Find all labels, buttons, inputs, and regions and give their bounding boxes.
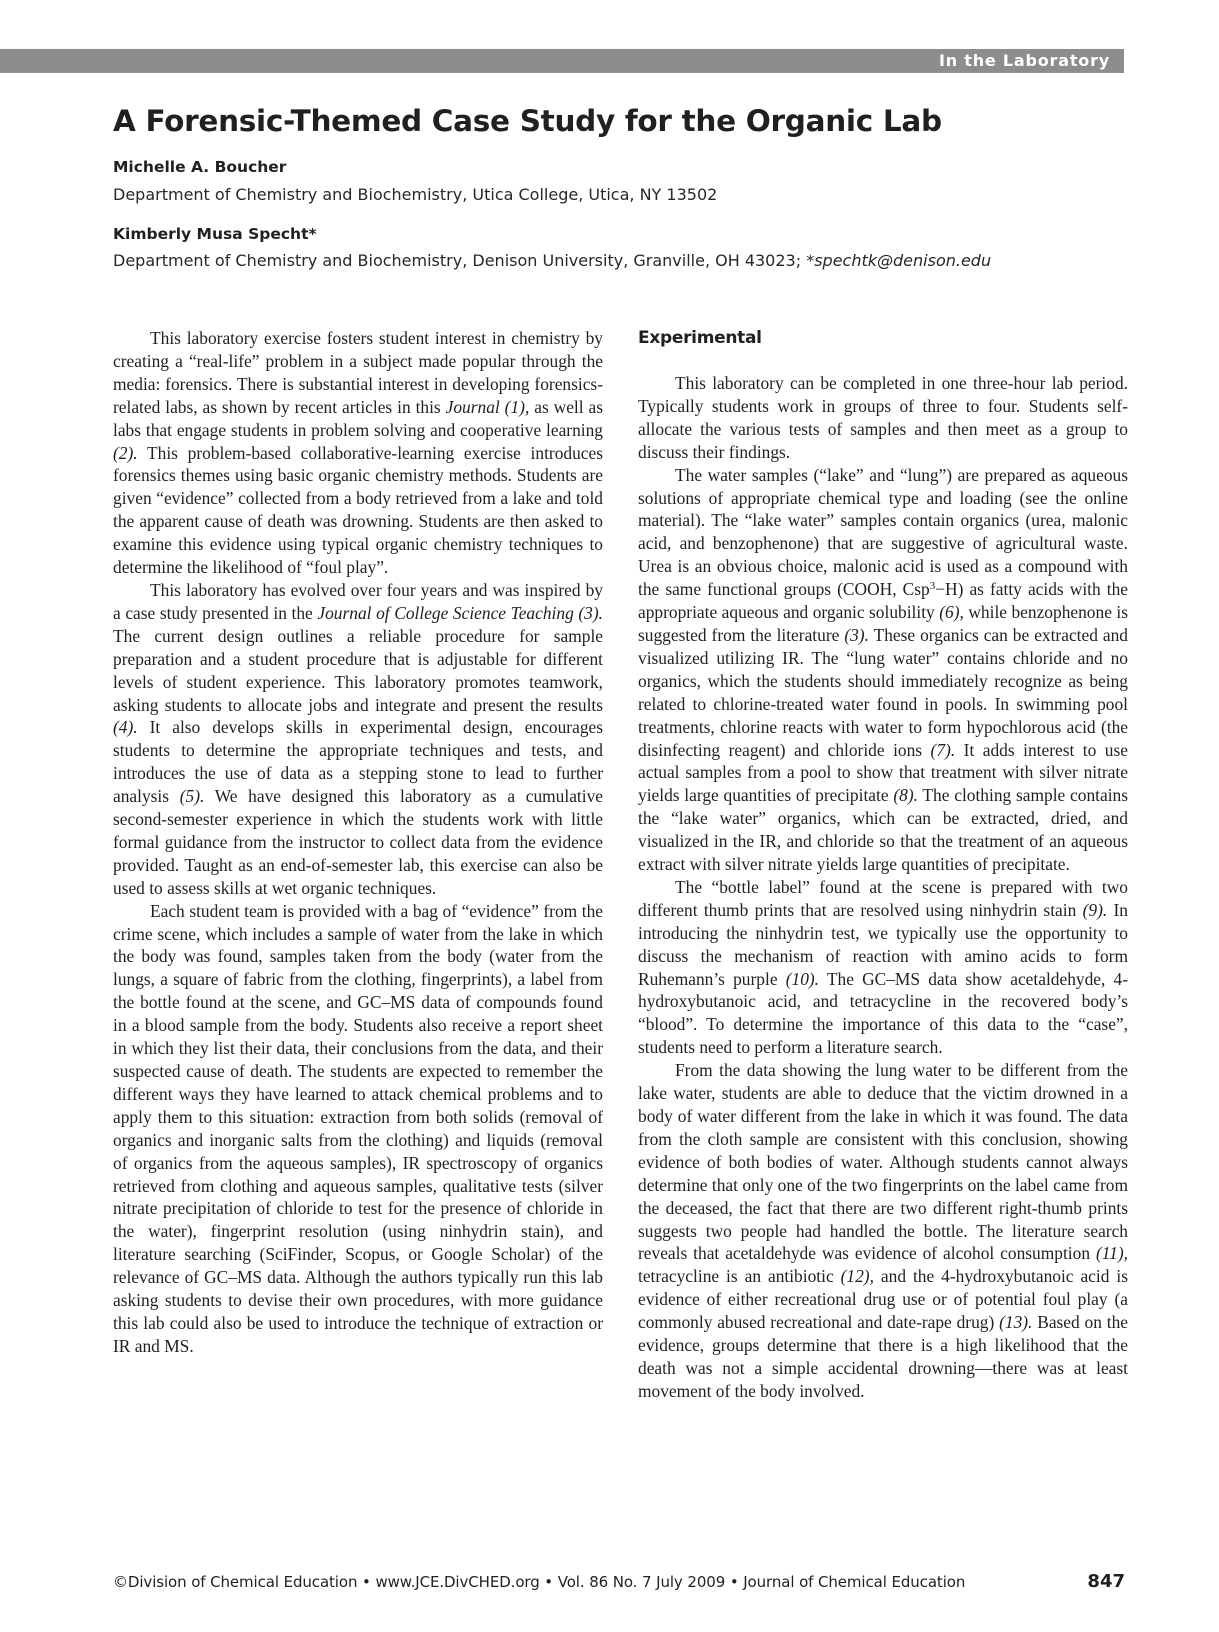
paragraph (638, 1059, 1128, 1403)
right-column (638, 327, 1128, 1403)
text-run: This laboratory exercise fosters student interest in chemistry by creating a “real-life” problem in a subject made popular through the media: forensics. There is substantial interest in developing forensics-related labs, as shown by recent articles in this (113, 328, 603, 417)
citation-reference: Journal of College Science Teaching (3). (317, 602, 603, 623)
citation-reference: Journal (1), (445, 396, 530, 417)
text-run: This laboratory can be completed in one three-hour lab period. Typically students work in groups of three to four. Students self-allocate the various tests of samples and then meet as a group to discuss their findings. (638, 373, 1128, 462)
paragraph (638, 876, 1128, 1059)
text-run: It adds interest to use actual samples from a pool to show that treatment with silver nitrate yields large quantities of precipitate (638, 739, 1128, 806)
text-run: This problem-based collaborative-learning exercise introduces forensics themes using basic organic chemistry methods. Students are given “evidence” collected from a body retrieved from a lake and told the apparent cause of death was drowning. Students are then asked to examine this evidence using typical organic chemistry techniques to determine the likelihood of “foul play”. (113, 442, 603, 578)
citation-reference: (6), (939, 602, 964, 623)
paragraph (638, 464, 1128, 876)
text-run: Each student team is provided with a bag of “evidence” from the crime scene, which includes a sample of water from the lake in which the body was found, samples taken from the body (water from the lungs, a square of fabric from the clothing, fingerprints), a label from the bottle found at the scene, and GC–MS data of compounds found in a blood sample from the body. Students also receive a report sheet in which they list their data, their conclusions from the data, and their suspected cause of death. The students are expected to remember the different ways they have learned to attack chemical problems and to apply them to this situation: extraction from both solids (removal of organics and inorganic salts from the clothing) and liquids (removal of organics from the aqueous samples), IR spectroscopy of organics retrieved from clothing and aqueous samples, qualitative tests (silver nitrate precipitation of chloride to test for the presence of chloride in the water), fingerprint resolution (using ninhydrin stain), and literature searching (SciFinder, Scopus, or Google Scholar) of the relevance of GC–MS data. Although the authors typically run this lab asking students to devise their own procedures, with more guidance this lab could also be used to introduce the technique of extraction or IR and MS. (113, 900, 603, 1356)
text-run: −H) as fatty acids with the appropriate aqueous and organic solubility (638, 579, 1128, 623)
text-run: The clothing sample contains the “lake water” organics, which can be extracted, dried, and visualized in the IR, and chloride so that the treatment of an aqueous extract with silver nitrate yields large quantities of precipitate. (638, 785, 1128, 875)
article-title: A Forensic-Themed Case Study for the Organic Lab (113, 104, 942, 138)
text-run: We have designed this laboratory as a cumulative second-semester experience in which the students work with little formal guidance from the instructor to collect data from the evidence provided. Taught as an end-of-semester lab, this exercise can also be used to assess skills at wet organic techniques. (113, 786, 603, 898)
author-affiliation-1: Department of Chemistry and Biochemistry, Utica College, Utica, NY 13502 (113, 185, 718, 204)
citation-reference: (11), (1095, 1243, 1128, 1264)
text-run: These organics can be extracted and visualized utilizing IR. The “lung water” contains chloride and no organics, which the students should immediately recognize as being related to chlorine-treated water found in pools. In swimming pool treatments, chlorine reacts with water to form hypochlorous acid (the disinfecting reagent) and chloride ions (638, 624, 1128, 760)
paragraph (638, 372, 1128, 464)
author-email-link[interactable]: *spechtk@denison.edu (806, 251, 992, 270)
left-column (113, 327, 603, 1358)
text-run: In introducing the ninhydrin test, we typically use the opportunity to discuss the mechanism of reaction with amino acids to form Ruhemann’s purple (638, 899, 1128, 989)
page-number: 847 (1087, 1571, 1125, 1592)
affiliation-text: Department of Chemistry and Biochemistry, Denison University, Granville, OH 43023; (113, 251, 807, 270)
section-banner (0, 49, 1124, 73)
paragraph (113, 327, 603, 579)
citation-reference: (12), (840, 1266, 874, 1287)
text-run: tetracycline is an antibiotic (638, 1266, 841, 1287)
section-heading-experimental: Experimental (638, 328, 762, 348)
citation-reference: (7). (930, 739, 956, 760)
paragraph (113, 900, 603, 1358)
text-run: and the 4-hydroxybutanoic acid is evidence of either recreational drug use or of potential foul play (a commonly abused recreational and date-rape drug) (638, 1266, 1128, 1333)
section-label: In the Laboratory (938, 51, 1110, 70)
text-run: The current design outlines a reliable procedure for sample preparation and a student procedure that is adjustable for different levels of student experience. This laboratory promotes teamwork, asking students to allocate jobs and integrate and present the results (113, 625, 603, 715)
author-name-2: Kimberly Musa Specht* (113, 225, 317, 243)
author-name-1: Michelle A. Boucher (113, 158, 287, 176)
text-run: The GC–MS data show acetaldehyde, 4-hydroxybutanoic acid, and tetracycline in the recovered body’s “blood”. To determine the importance of this data to the “case”, students need to perform a literature search. (638, 968, 1128, 1058)
text-run: while benzophenone is suggested from the literature (638, 602, 1128, 645)
citation-reference: (9). (1082, 899, 1108, 920)
text-run: From the data showing the lung water to be different from the lake water, students are able to deduce that the victim drowned in a body of water different from the lake in which it was found. The data from the cloth sample are consistent with this conclusion, showing evidence of both bodies of water. Although students cannot always determine that only one of the two fingerprints on the label came from the deceased, the fact that there are two different right-thumb prints suggests two people had handled the bottle. The literature search reveals that acetaldehyde was evidence of alcohol consumption (638, 1060, 1128, 1264)
text-run: The water samples (“lake” and “lung”) are prepared as aqueous solutions of appropriate chemical type and loading (see the online material). The “lake water” samples contain organics (urea, malonic acid, and benzophenone) that are suggestive of agricultural waste. Urea is an obvious choice, malonic acid is used as a compound with the same functional groups (COOH, Csp (638, 464, 1128, 600)
text-run: Based on the evidence, groups determine that there is a high likelihood that the death was not a simple accidental drowning—there was at least movement of the body involved. (638, 1312, 1128, 1401)
text-run: The “bottle label” found at the scene is prepared with two different thumb prints that are resolved using ninhydrin stain (638, 876, 1128, 920)
paragraph (113, 579, 603, 900)
citation-reference: (4). (113, 717, 138, 738)
text-run: It also develops skills in experimental design, encourages students to determine the appropriate techniques and tests, and introduces the use of data as a stepping stone to lead to further analysis (113, 717, 603, 807)
citation-reference: (10). (785, 968, 820, 989)
citation-reference: (2). (113, 442, 138, 463)
footer-citation: ©Division of Chemical Education • www.JCE.DivCHED.org • Vol. 86 No. 7 July 2009 • Journal of Chemical Education (113, 1573, 966, 1591)
author-affiliation-2 (113, 251, 991, 270)
citation-reference: (5). (179, 786, 205, 807)
citation-reference: (13). (999, 1312, 1033, 1333)
citation-reference: (8). (893, 785, 918, 806)
text-run: This laboratory has evolved over four years and was inspired by a case study presented in the (113, 579, 603, 623)
citation-reference: (3). (844, 624, 869, 645)
text-run: as well as labs that engage students in problem solving and cooperative learning (113, 396, 603, 440)
superscript: 3 (929, 580, 936, 593)
